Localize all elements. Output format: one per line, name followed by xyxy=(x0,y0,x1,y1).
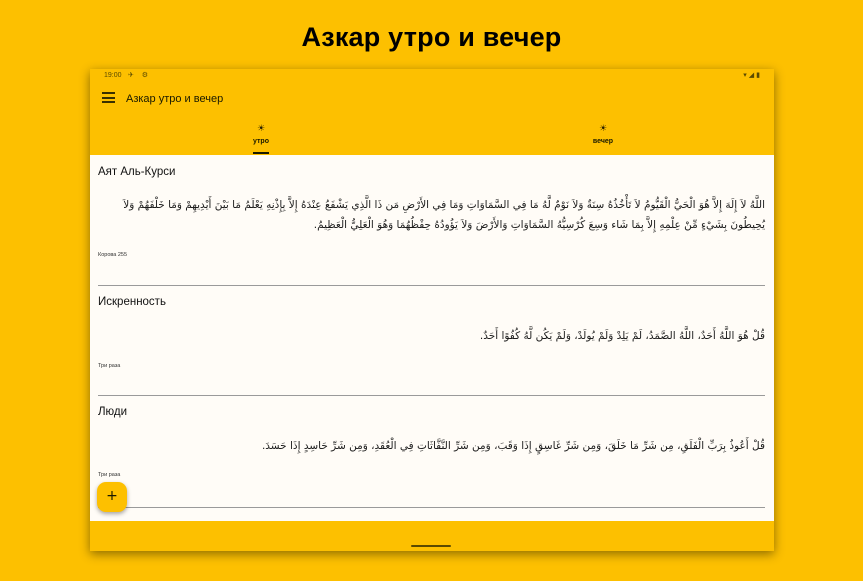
card-title: Люди xyxy=(98,406,128,418)
card-arabic-text: قُلْ هُوَ اللَّهُ أَحَدٌ، اللَّهُ الصَّمَدُ، لَمْ يَلِدْ وَلَمْ يُولَدْ، وَلَمْ يَكُن لَّهُ كُفُوًا أَحَدٌ. xyxy=(479,330,765,342)
hamburger-menu-icon[interactable] xyxy=(102,92,115,103)
tab-morning-label: утро xyxy=(253,138,269,145)
card-arabic-text: اللَّهُ لاَ إِلَهَ إِلاَّ هُوَ الْحَيُّ الْقَيُّومُ لاَ تَأْخُذُهُ سِنَةٌ وَلاَ نَوْمٌ لَّهُ مَا فِي السَّمَاوَاتِ وَمَا فِي الأَرْضِ مَن ذَا الَّذِي يَشْفَعُ عِنْدَهُ إِلاَّ بِإِذْنِهِ يَعْلَمُ مَا بَيْنَ أَيْدِيهِمْ وَمَا خَلْفَهُمْ وَلاَ يُحِيطُونَ بِشَيْءٍ مِّنْ عِلْمِهِ إِلاَّ بِمَا شَاء وَسِعَ كُرْسِيُّهُ السَّمَاوَاتِ وَالأَرْضَ وَلاَ يَؤُودُهُ حِفْظُهُمَا وَهُوَ الْعَلِيُّ الْعَظِيمُ. xyxy=(123,199,765,231)
gesture-nav-handle[interactable] xyxy=(411,545,451,547)
sun-icon: ☀ xyxy=(256,124,266,134)
app-title: Азкар утро и вечер xyxy=(126,93,224,105)
status-notification-icons: ✈ ⚙ xyxy=(128,72,152,79)
card-note: Корова 255 xyxy=(98,252,128,258)
banner-title: Азкар утро и вечер xyxy=(301,22,562,52)
add-button[interactable] xyxy=(97,482,127,512)
card-title: Аят Аль-Курси xyxy=(98,166,176,178)
card-arabic-text: قُلْ أَعُوذُ بِرَبِّ الْفَلَقِ، مِن شَرِّ مَا خَلَقَ، وَمِن شَرِّ غَاسِقٍ إِذَا وَقَبَ، وَمِن شَرِّ النَّفَّاثَاتِ فِي الْعُقَدِ، وَمِن شَرِّ حَاسِدٍ إِذَا حَسَدَ. xyxy=(261,440,765,452)
tab-indicator xyxy=(253,152,269,154)
list-item[interactable] xyxy=(90,396,774,508)
status-signal-icons: ▾◢▮ xyxy=(743,72,762,79)
tab-evening-label: вечер xyxy=(592,138,614,145)
app-bar xyxy=(90,83,774,115)
azkar-list[interactable] xyxy=(90,155,774,521)
card-title: Искренность xyxy=(98,296,166,308)
divider xyxy=(98,507,765,508)
device-screen xyxy=(90,69,774,551)
plus-icon: + xyxy=(106,488,118,504)
status-time: 19:00 xyxy=(104,72,122,79)
sunset-icon: ☀ xyxy=(598,124,608,134)
tab-evening[interactable] xyxy=(432,121,774,155)
card-note: Три раза xyxy=(98,472,121,478)
tab-morning[interactable] xyxy=(90,121,432,155)
list-item[interactable] xyxy=(90,286,774,396)
card-note: Три раза xyxy=(98,363,121,369)
status-bar xyxy=(90,69,774,83)
tab-bar xyxy=(90,121,774,155)
list-item[interactable] xyxy=(90,155,774,285)
